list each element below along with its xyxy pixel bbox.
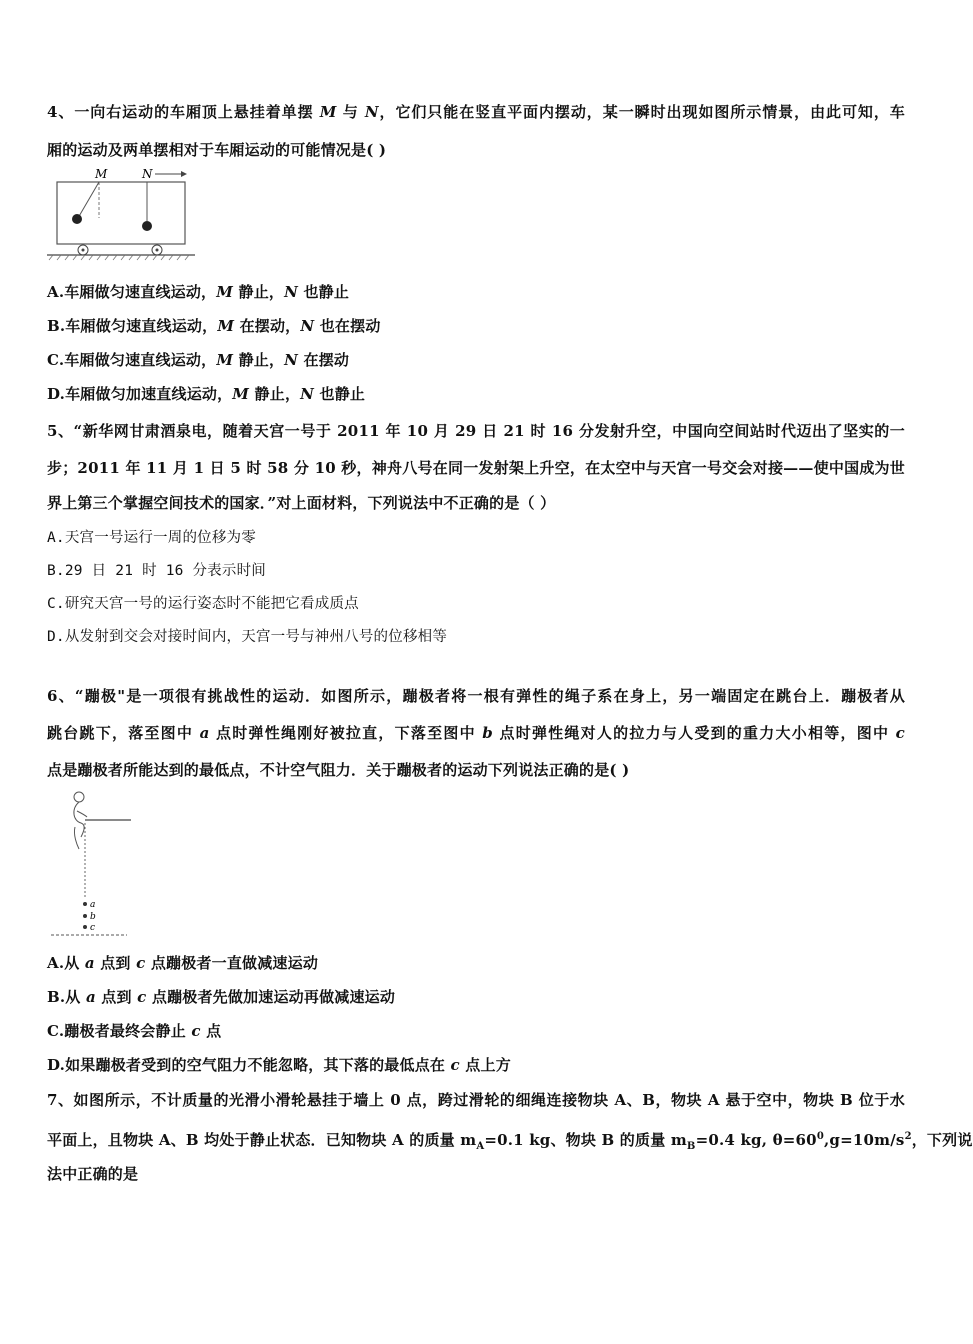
q4-fig-label-n: N [142,167,153,181]
q5-stem-line-2: 步；2011 年 11 月 1 日 5 时 58 分 10 秒，神舟八号在同一发射架上升空，在太空中与天宫一号交会对接——使中国成为世 [47,459,905,477]
q6-point-a [83,902,87,906]
q4-option-b: B.车厢做匀速直线运动，M 在摆动，N 也在摆动 [47,317,381,335]
q6-label-b: b [90,912,96,922]
q6-label-a: a [90,900,96,910]
q6-stem-line-1: 6、“蹦极"是一项很有挑战性的运动．如图所示，蹦极者将一根有弹性的绳子系在身上，另一端固定在跳台上．蹦极者从 [47,687,905,705]
q4-option-d: D.车厢做匀加速直线运动，M 静止，N 也静止 [47,385,366,403]
q6-point-b [83,914,87,918]
q5-stem-line-3: 界上第三个掌握空间技术的国家．”对上面材料，下列说法中不正确的是（ ） [47,494,556,512]
q4-option-c: C.车厢做匀速直线运动，M 静止，N 在摆动 [47,351,350,369]
q4-stem-line-1: 4、一向右运动的车厢顶上悬挂着单摆 M 与 N，它们只能在竖直平面内摆动，某一瞬时出现如图所示情景，由此可知，车 [47,103,906,121]
q4-arrow-head-icon [181,171,187,177]
q4-ground-hatching [49,255,189,260]
q7-stem-line-1: 7、如图所示，不计质量的光滑小滑轮悬挂于墙上 0 点，跨过滑轮的细绳连接物块 A、B，物块 A 悬于空中，物块 B 位于水 [47,1091,905,1109]
q5-stem-line-1: 5、“新华网甘肃酒泉电，随着天宫一号于 2011 年 10 月 29 日 21 时 16 分发射升空，中国向空间站时代迈出了坚实的一 [47,422,905,440]
q4-n-bob [142,221,152,231]
q6-label-c: c [90,923,96,933]
q4-option-a: A.车厢做匀速直线运动，M 静止，N 也静止 [47,283,350,301]
q5-option-a: A.天宫一号运行一周的位移为零 [47,530,256,546]
q6-option-d: D.如果蹦极者受到的空气阻力不能忽略，其下落的最低点在 c 点上方 [47,1056,511,1074]
q4-fig-label-m: M [95,167,108,181]
q6-jumper-body [74,802,87,849]
q6-option-a: A.从 a 点到 c 点蹦极者一直做减速运动 [47,954,319,972]
q4-carriage-box [57,182,185,244]
q6-point-c [83,925,87,929]
q5-option-b: B.29 日 21 时 16 分表示时间 [47,563,266,579]
q6-jumper-head [74,792,84,802]
q6-option-c: C.蹦极者最终会静止 c 点 [47,1022,222,1040]
q5-option-c: C.研究天宫一号的运行姿态时不能把它看成质点 [47,596,359,612]
q4-carriage-figure [47,166,197,262]
q5-option-d: D.从发射到交会对接时间内，天宫一号与神州八号的位移相等 [47,629,448,645]
q6-bungee-figure [47,787,137,942]
q4-m-string [78,182,99,218]
q4-stem-line-2: 厢的运动及两单摆相对于车厢运动的可能情况是( ) [47,141,387,159]
q6-stem-line-2: 跳台跳下，落至图中 a 点时弹性绳刚好被拉直，下落至图中 b 点时弹性绳对人的拉力与人受到的重力大小相等，图中 c [47,724,905,742]
q7-stem-line-2: 平面上，且物块 A、B 均处于静止状态．已知物块 A 的质量 $m_A=0.1$ kg、物块 B 的质量 $m_B=0.4$ kg, $\theta=60^0,g=10m/s^2$，下列说 [47,1131,973,1152]
q6-stem-line-3: 点是蹦极者所能达到的最低点，不计空气阻力．关于蹦极者的运动下列说法正确的是( ) [47,761,630,779]
q7-stem-line-3: 法中正确的是 [47,1165,139,1183]
q6-option-b: B.从 a 点到 c 点蹦极者先做加速运动再做减速运动 [47,988,396,1006]
q4-m-bob [72,214,82,224]
